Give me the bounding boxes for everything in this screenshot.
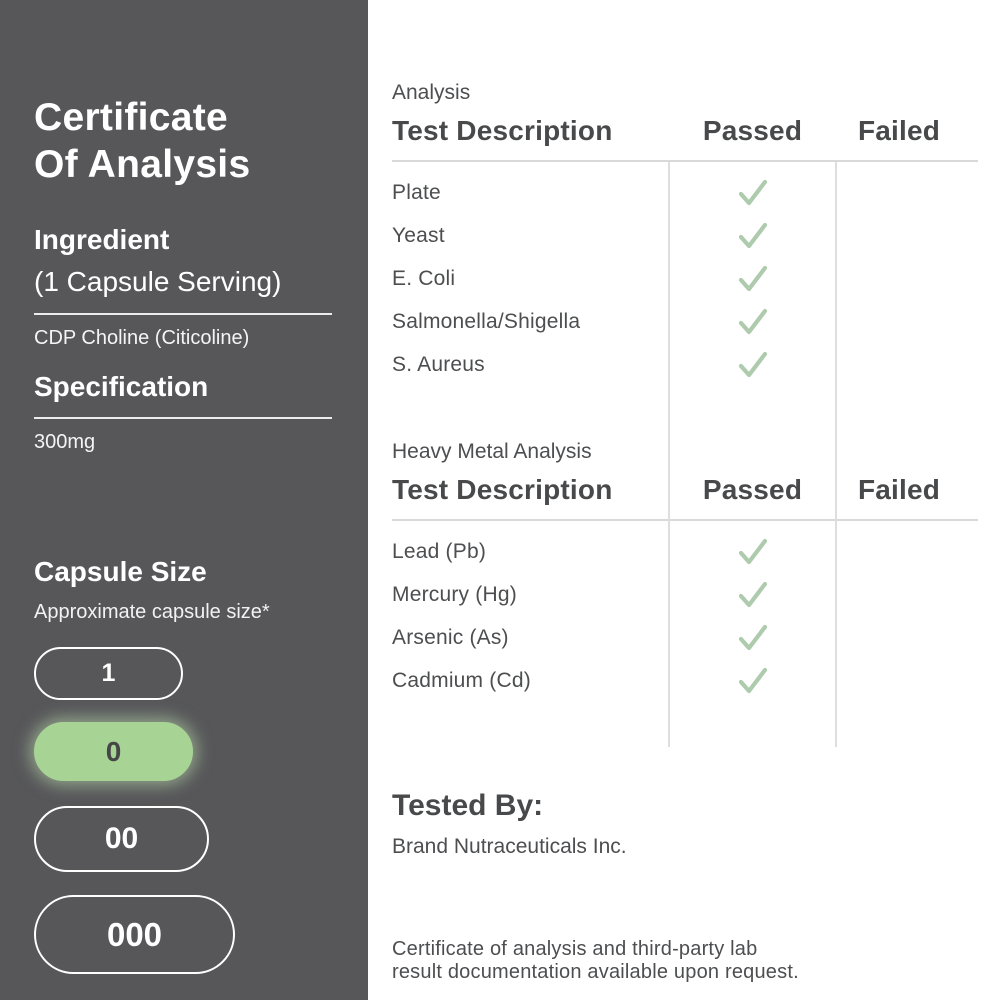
- table-label: Analysis: [392, 81, 471, 104]
- passed-cell: [669, 264, 836, 294]
- table-row: [392, 530, 978, 573]
- column-header: Passed: [702, 115, 803, 146]
- test-name: S. Aureus: [392, 352, 485, 376]
- ingredient-value: CDP Choline (Citicoline): [34, 327, 250, 349]
- column-header: Test Description: [392, 115, 613, 146]
- column-divider-passed-left: [668, 162, 670, 747]
- passed-cell: [669, 307, 836, 337]
- capsule-size-options: [34, 647, 334, 974]
- passed-cell: [669, 623, 836, 653]
- specification-divider: [34, 417, 332, 419]
- capsule-size-option-1[interactable]: 1: [34, 647, 183, 700]
- table-header-row: [392, 470, 978, 510]
- tested-by-heading: Tested By:: [392, 789, 544, 822]
- table-body: [392, 530, 978, 702]
- table-body: [392, 171, 978, 386]
- check-icon: [736, 350, 769, 380]
- capsule-size-heading: Capsule Size: [34, 556, 207, 587]
- passed-cell: [669, 666, 836, 696]
- test-name: Arsenic (As): [392, 625, 509, 649]
- passed-cell: [669, 580, 836, 610]
- test-name: E. Coli: [392, 266, 456, 290]
- column-header: Failed: [857, 474, 941, 505]
- table-row: [392, 214, 978, 257]
- passed-cell: [669, 221, 836, 251]
- passed-cell: [669, 178, 836, 208]
- check-icon: [736, 623, 769, 653]
- table-row: [392, 616, 978, 659]
- table-row: [392, 343, 978, 386]
- column-header: Passed: [702, 474, 803, 505]
- table-row: [392, 257, 978, 300]
- test-name: Plate: [392, 180, 441, 204]
- specification-heading: Specification: [34, 371, 209, 402]
- sidebar: [0, 0, 368, 1000]
- test-name: Mercury (Hg): [392, 582, 517, 606]
- check-icon: [736, 178, 769, 208]
- table-row: [392, 659, 978, 702]
- analysis-table: [392, 81, 978, 386]
- tested-by-value: Brand Nutraceuticals Inc.: [392, 835, 627, 858]
- footer-note: [392, 938, 799, 984]
- heavy-metal-analysis-table: [392, 440, 978, 702]
- check-icon: [736, 307, 769, 337]
- check-icon: [736, 580, 769, 610]
- ingredient-divider: [34, 313, 332, 315]
- footer-note-line2: result documentation available upon request.: [392, 961, 799, 983]
- capsule-size-option-0[interactable]: 0: [34, 722, 193, 781]
- test-name: Yeast: [392, 223, 445, 247]
- page-title-line1: Certificate: [34, 96, 229, 139]
- check-icon: [736, 264, 769, 294]
- table-row: [392, 171, 978, 214]
- page-title: [34, 94, 250, 188]
- check-icon: [736, 666, 769, 696]
- passed-cell: [669, 537, 836, 567]
- footer-note-line1: Certificate of analysis and third-party lab: [392, 938, 758, 960]
- test-name: Salmonella/Shigella: [392, 309, 581, 333]
- ingredient-serving-note: (1 Capsule Serving): [34, 266, 282, 297]
- capsule-size-option-000[interactable]: 000: [34, 895, 235, 974]
- passed-cell: [669, 350, 836, 380]
- ingredient-heading: Ingredient: [34, 224, 170, 255]
- specification-value: 300mg: [34, 431, 96, 453]
- table-row: [392, 573, 978, 616]
- table-header-rule: [392, 519, 978, 521]
- capsule-size-option-00[interactable]: 00: [34, 806, 209, 872]
- table-row: [392, 300, 978, 343]
- test-name: Lead (Pb): [392, 539, 487, 563]
- check-icon: [736, 537, 769, 567]
- table-header-row: [392, 111, 978, 151]
- test-name: Cadmium (Cd): [392, 668, 531, 692]
- table-label: Heavy Metal Analysis: [392, 440, 592, 463]
- table-header-rule: [392, 160, 978, 162]
- column-divider-passed-right: [835, 162, 837, 747]
- check-icon: [736, 221, 769, 251]
- column-header: Test Description: [392, 474, 613, 505]
- column-header: Failed: [857, 115, 941, 146]
- page-title-line2: Of Analysis: [34, 143, 251, 186]
- capsule-size-note: Approximate capsule size*: [34, 601, 270, 623]
